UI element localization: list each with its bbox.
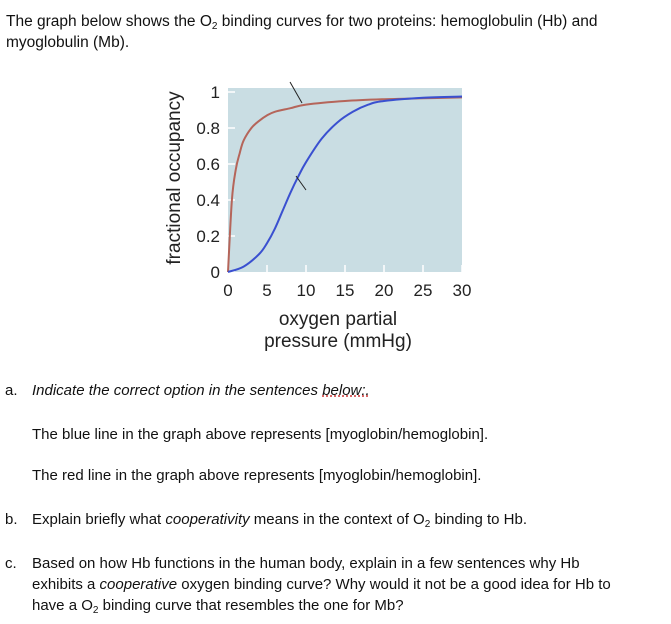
y-tick-label: 0.2 (196, 227, 220, 246)
question-b-label: b. (5, 511, 18, 528)
question-a-label: a. (5, 382, 18, 399)
x-tick-label: 25 (413, 281, 433, 300)
question-b-text: Explain briefly what cooperativity means in the context of $O_2$ binding to Hb. (32, 511, 528, 530)
question-c-line-1: Based on how Hb functions in the human body, explain in a few sentences why Hb (32, 555, 580, 572)
y-tick-label: 0.4 (196, 191, 220, 210)
question-c-line-3: have a $O_2$ binding curve that resembles the one for Mb? (32, 597, 404, 616)
y-tick-label: 0.8 (196, 119, 220, 138)
x-tick-label: 5 (262, 281, 272, 300)
y-tick-label: 1 (210, 83, 220, 102)
y-tick-label: 0.6 (196, 155, 220, 174)
blue-line-sentence: The blue line in the graph above represents [myoglobin/hemoglobin]. (32, 426, 489, 443)
x-axis-label-line-2: pressure (mmHg) (264, 331, 412, 352)
x-tick-label: 20 (374, 281, 394, 300)
red-line-sentence: The red line in the graph above represents [myoglobin/hemoglobin]. (32, 467, 482, 484)
question-c-label: c. (5, 555, 17, 572)
x-tick-label: 0 (223, 281, 233, 300)
question-c-line-2: exhibits a cooperative oxygen binding curve? Why would it not be a good idea for Hb to (32, 576, 611, 593)
question-c-text (32, 553, 611, 616)
y-tick-label: 0 (210, 263, 220, 282)
x-tick-label: 10 (296, 281, 316, 300)
question-a-prompt: Indicate the correct option in the sentences below:. (32, 382, 370, 399)
y-axis-label: fractional occupancy (164, 91, 185, 265)
intro-line-2: myoglobulin (Mb). (6, 34, 130, 51)
x-tick-label: 15 (335, 281, 355, 300)
x-tick-label: 30 (452, 281, 472, 300)
intro-line-1: The graph below shows the $O_2$ binding curves for two proteins: hemoglobulin (Hb) and (6, 13, 598, 32)
x-axis-label-line-1: oxygen partial (278, 309, 398, 330)
